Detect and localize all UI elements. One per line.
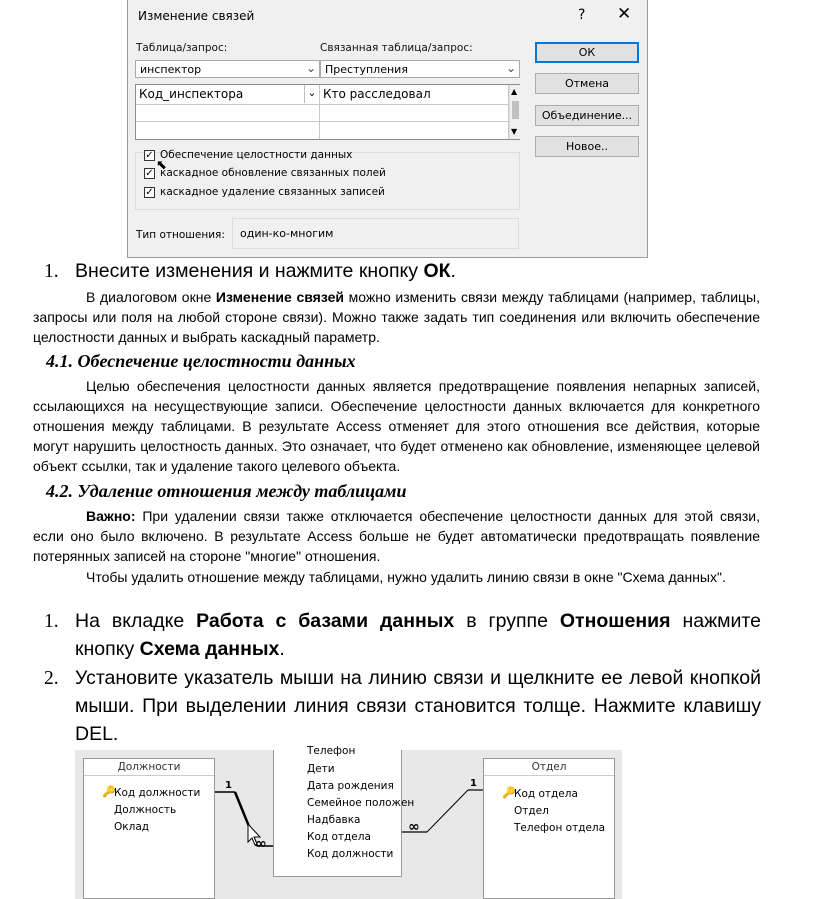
grid-cell-empty[interactable]: [320, 105, 509, 122]
field-grid: [135, 84, 520, 140]
chevron-down-icon: ⌄: [505, 61, 516, 75]
text-bold: Важно:: [86, 508, 136, 524]
paragraph-2: Целью обеспечения целостности данных является предотвращение появления непарных записей, ссылающихся на несуществующие записи. Обеспечение целостности данных включается для конкретного отношения между таблицами. В результате Access отменяет для этого отношения все действия, которые могут нарушить целостность данных. Это означает, что будет отменено как обновление, изменяющее целевой объект ссылки, так и удаление такого целевого объекта.: [33, 378, 760, 474]
field-item[interactable]: Надбавка: [307, 814, 361, 826]
edit-relationships-dialog: [127, 0, 648, 258]
field-item[interactable]: Телефон: [307, 745, 356, 757]
cascade-update-checkbox[interactable]: ✓: [145, 168, 154, 179]
chevron-down-icon: ⌄: [305, 61, 316, 75]
text-run: В диалоговом окне: [86, 289, 216, 305]
scroll-down-icon[interactable]: ▼: [511, 127, 518, 136]
chevron-down-icon[interactable]: ⌄: [304, 85, 319, 103]
text-run: Внесите изменения и нажмите кнопку: [75, 260, 424, 282]
key-icon: 🔑: [102, 785, 116, 798]
cascade-delete-checkbox[interactable]: ✓: [145, 187, 154, 198]
text-run: При удалении связи также отключается обеспечение целостности данных для этой связи, если оно было включено. В результате Access больше не будет автоматически предотвращать появление потерянных записей на стороне "многие" отношения.: [33, 508, 760, 564]
text-run: .: [450, 260, 456, 282]
grid-scrollbar[interactable]: [509, 85, 521, 139]
key-icon: 🔑: [502, 786, 516, 799]
grid-cell-empty[interactable]: [136, 122, 320, 139]
step1-text: [75, 257, 765, 285]
field-item[interactable]: Семейное положен: [307, 797, 415, 809]
many-label: ∞: [408, 819, 420, 835]
cascade-delete-label: каскадное удаление связанных записей: [160, 186, 385, 198]
one-label: 1: [225, 780, 232, 791]
ok-button[interactable]: ОК: [535, 42, 639, 63]
related-table-combo[interactable]: [320, 60, 520, 78]
grid-cell-empty[interactable]: [320, 122, 509, 139]
table-label: Таблица/запрос:: [136, 42, 228, 54]
text-bold: Схема данных: [139, 638, 280, 660]
text-bold: Изменение связей: [215, 289, 344, 305]
field-item[interactable]: Отдел: [514, 805, 549, 817]
step1: [44, 257, 59, 286]
scroll-thumb[interactable]: [512, 101, 519, 119]
help-icon[interactable]: ?: [578, 7, 586, 23]
paragraph-4: Чтобы удалить отношение между таблицами, нужно удалить линию связи в окне "Схема данных".: [86, 569, 726, 585]
relationship-diagram: [75, 745, 622, 899]
text-run: можно изменить связи между таблицами (например, таблицы, запросы или поля на любой стороне связи). Можно также задать тип соединения или включить обеспечение целостности данных и выбрать каскадный параметр.: [33, 289, 760, 345]
list-item-2: Установите указатель мыши на линию связи и щелкните ее левой кнопкой мыши. При выделении линия связи становится толще. Нажмите клавишу DEL.: [75, 667, 761, 745]
integrity-checkbox[interactable]: ✓: [145, 150, 154, 161]
list-number: 1.: [44, 611, 59, 632]
field-item[interactable]: Код должности: [307, 848, 394, 860]
field-item[interactable]: Оклад: [114, 821, 150, 833]
field-item[interactable]: Код отдела: [307, 831, 371, 843]
text-run: На вкладке: [75, 610, 197, 632]
table-combo[interactable]: [135, 60, 320, 78]
field-left-value: Код_инспектора: [139, 87, 244, 101]
grid-cell-left[interactable]: [136, 85, 320, 105]
text-bold: Отношения: [559, 610, 671, 632]
related-combo-value: Преступления: [325, 63, 408, 76]
grid-cell-right[interactable]: [320, 85, 509, 105]
related-table-label: Связанная таблица/запрос:: [320, 42, 473, 54]
list-number: 1.: [44, 261, 59, 282]
relationship-type-value: один-ко-многим: [240, 227, 334, 240]
paragraph-3: [33, 506, 760, 566]
join-type-button[interactable]: Объединение...: [535, 105, 639, 126]
paragraph-1: [33, 287, 760, 347]
integrity-label: Обеспечение целостности данных: [160, 149, 353, 161]
text-bold: Работа с базами данных: [196, 610, 455, 632]
field-item[interactable]: Должность: [114, 804, 177, 816]
one-label: 1: [470, 778, 477, 789]
field-right-value: Кто расследовал: [323, 87, 431, 101]
cancel-button[interactable]: Отмена: [535, 73, 639, 94]
heading-4-1: 4.1. Обеспечение целостности данных: [46, 351, 356, 371]
list-number: 2.: [44, 668, 59, 689]
relationship-type-box: [232, 218, 519, 249]
close-icon[interactable]: ✕: [617, 4, 632, 24]
text-bold: ОК: [423, 260, 451, 282]
table-title: Должности: [84, 759, 214, 776]
many-label: ∞: [255, 836, 267, 852]
table-title: Отдел: [484, 759, 614, 776]
list-item-1-number: [44, 607, 59, 636]
heading-4-2: 4.2. Удаление отношения между таблицами: [46, 481, 407, 501]
field-item[interactable]: Дети: [307, 763, 335, 775]
field-item[interactable]: Дата рождения: [307, 780, 394, 792]
create-new-button[interactable]: Новое..: [535, 136, 639, 157]
dialog-title: Изменение связей: [138, 9, 255, 23]
cursor-icon: ⬉: [156, 158, 167, 173]
text-run: в группе: [454, 610, 560, 632]
list-item-2-number: [44, 664, 59, 693]
text-run: нажмите кнопку: [75, 610, 761, 660]
table-combo-value: инспектор: [140, 63, 202, 76]
relationship-lines: [75, 750, 622, 899]
cascade-update-label: каскадное обновление связанных полей: [160, 167, 386, 179]
list-item-1: [75, 607, 761, 663]
scroll-up-icon[interactable]: ▲: [511, 87, 518, 96]
field-item[interactable]: Код должности: [114, 787, 201, 799]
field-item[interactable]: Телефон отдела: [514, 822, 606, 834]
text-run: .: [279, 638, 285, 660]
grid-cell-empty[interactable]: [136, 105, 320, 122]
relationship-type-label: Тип отношения:: [136, 229, 225, 241]
field-item[interactable]: Код отдела: [514, 788, 578, 800]
